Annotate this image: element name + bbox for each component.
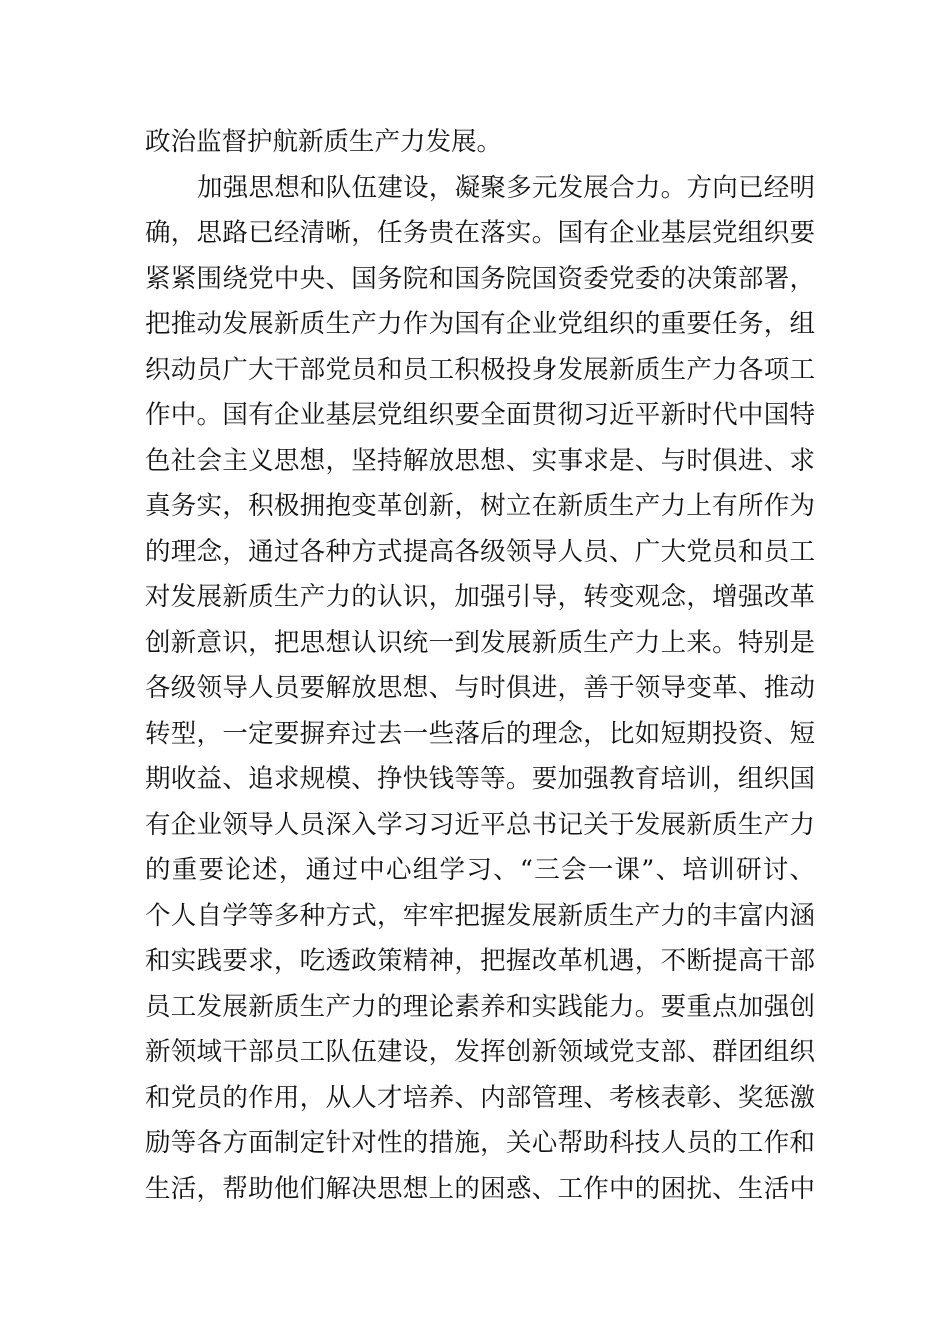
text-line: 紧紧围绕党中央、国务院和国务院国资委党委的决策部署， (145, 263, 815, 294)
text-line: 转型，一定要摒弃过去一些落后的理念，比如短期投资、短 (145, 718, 815, 749)
body-text (145, 120, 815, 1212)
text-line: 和实践要求，吃透政策精神，把握改革机遇，不断提高干部 (145, 946, 815, 976)
text-line: 对发展新质生产力的认识，加强引导，转变观念，增强改革 (145, 582, 815, 612)
text-line: 各级领导人员要解放思想、与时俱进，善于领导变革、推动 (145, 673, 815, 703)
text-line: 织动员广大干部党员和员工积极投身发展新质生产力各项工 (145, 354, 815, 385)
text-line: 员工发展新质生产力的理论素养和实践能力。要重点加强创 (145, 991, 815, 1022)
text-line: 新领域干部员工队伍建设，发挥创新领域党支部、群团组织 (145, 1037, 815, 1067)
text-line: 个人自学等多种方式，牢牢把握发展新质生产力的丰富内涵 (145, 900, 815, 931)
text-line: 励等各方面制定针对性的措施，关心帮助科技人员的工作和 (145, 1128, 815, 1158)
text-line: 的重要论述，通过中心组学习、“三会一课”、培训研讨、 (145, 855, 815, 885)
text-line: 期收益、追求规模、挣快钱等等。要加强教育培训，组织国 (145, 764, 815, 794)
text-line: 真务实，积极拥抱变革创新，树立在新质生产力上有所作为 (145, 491, 815, 521)
text-line: 有企业领导人员深入学习习近平总书记关于发展新质生产力 (145, 809, 815, 840)
text-line: 色社会主义思想，坚持解放思想、实事求是、与时俱进、求 (145, 445, 815, 476)
text-line: 创新意识，把思想认识统一到发展新质生产力上来。特别是 (145, 627, 815, 658)
text-line: 作中。国有企业基层党组织要全面贯彻习近平新时代中国特 (145, 400, 815, 430)
text-line: 政治监督护航新质生产力发展。 (145, 127, 503, 157)
text-line: 确，思路已经清晰，任务贵在落实。国有企业基层党组织要 (145, 218, 815, 248)
paragraph-first-line: 加强思想和队伍建设，凝聚多元发展合力。方向已经明 (197, 172, 815, 203)
text-line: 和党员的作用，从人才培养、内部管理、考核表彰、奖惩激 (145, 1082, 815, 1113)
text-line: 的理念，通过各种方式提高各级领导人员、广大党员和员工 (145, 536, 815, 567)
text-line: 生活，帮助他们解决思想上的困惑、工作中的困扰、生活中 (145, 1173, 815, 1204)
text-line: 把推动发展新质生产力作为国有企业党组织的重要任务，组 (145, 309, 815, 339)
